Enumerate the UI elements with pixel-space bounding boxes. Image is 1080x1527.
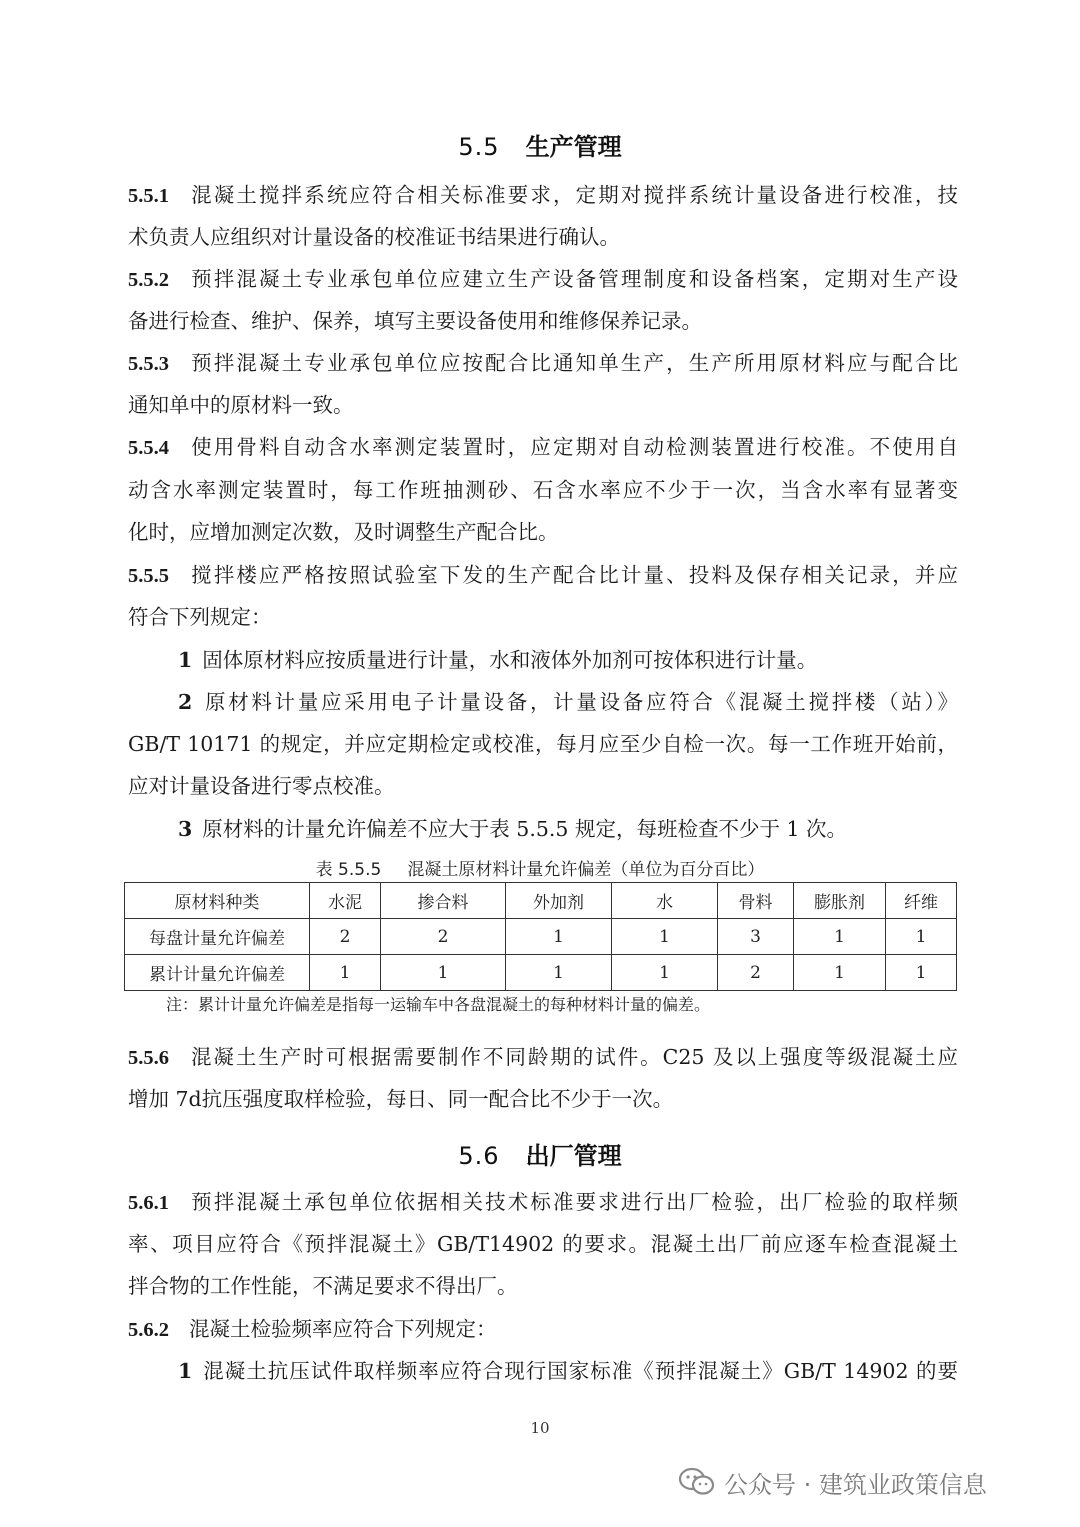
section-heading-5-6 bbox=[0, 1140, 1080, 1172]
section-heading-5-5 bbox=[0, 131, 1080, 163]
item-number: 1 bbox=[178, 648, 193, 672]
clause-number: 5.5.6 bbox=[128, 1047, 169, 1069]
clause-5-6-2 bbox=[128, 1314, 958, 1345]
item-5-5-5-1 bbox=[178, 645, 958, 675]
clause-5-5-2-line-2: 备进行检查、维护、保养，填写主要设备使用和维修保养记录。 bbox=[128, 309, 702, 333]
table-cell: 每盘计量允许偏差 bbox=[125, 919, 310, 955]
clause-5-5-1-line-1 bbox=[128, 180, 958, 211]
table-note: 注：累计计量允许偏差是指每一运输车中各盘混凝土的每种材料计量的偏差。 bbox=[166, 995, 711, 1014]
clause-text: 预拌混凝土专业承包单位应按配合比通知单生产，生产所用原材料应与配合比 bbox=[189, 351, 958, 375]
item-number: 3 bbox=[178, 817, 193, 841]
table-header-cell: 外加剂 bbox=[506, 883, 612, 919]
table-header-cell: 掺合料 bbox=[381, 883, 506, 919]
table-cell: 3 bbox=[718, 919, 794, 955]
table-cell: 1 bbox=[612, 955, 718, 991]
section-number: 5.6 bbox=[458, 1142, 500, 1170]
table-cell: 2 bbox=[718, 955, 794, 991]
clause-5-5-4-line-1 bbox=[128, 432, 958, 463]
clause-number: 5.5.4 bbox=[128, 437, 169, 459]
section-title: 生产管理 bbox=[525, 133, 622, 161]
clause-number: 5.5.1 bbox=[128, 185, 169, 207]
clause-text: 使用骨料自动含水率测定装置时，应定期对自动检测装置进行校准。不使用自 bbox=[189, 435, 958, 459]
clause-5-5-6-line-2: 增加 7d抗压强度取样检验，每日、同一配合比不少于一次。 bbox=[128, 1087, 674, 1111]
tolerance-table bbox=[124, 882, 957, 991]
item-5-5-5-2-line-3: 应对计量设备进行零点校准。 bbox=[128, 774, 395, 798]
item-5-5-5-2-line-2: GB/T 10171 的规定，并应定期检定或校准，每月应至少自检一次。每一工作班开始前， bbox=[128, 732, 958, 756]
clause-5-5-2-line-1 bbox=[128, 264, 958, 295]
clause-text: 预拌混凝土承包单位依据相关技术标准要求进行出厂检验，出厂检验的取样频 bbox=[189, 1190, 958, 1214]
table-header-cell: 水泥 bbox=[310, 883, 381, 919]
clause-5-6-1-line-1 bbox=[128, 1187, 958, 1218]
watermark-text: 公众号 · 建筑业政策信息 bbox=[724, 1470, 987, 1499]
table-cell: 1 bbox=[886, 919, 957, 955]
clause-5-5-3-line-1 bbox=[128, 348, 958, 379]
clause-5-6-1-line-2: 率、项目应符合《预拌混凝土》GB/T14902 的要求。混凝土出厂前应逐车检查混凝土 bbox=[128, 1232, 958, 1256]
table-header-cell: 原材料种类 bbox=[125, 883, 310, 919]
section-title: 出厂管理 bbox=[525, 1142, 622, 1170]
table-row bbox=[125, 919, 957, 955]
clause-number: 5.5.5 bbox=[128, 565, 169, 587]
page-number: 10 bbox=[530, 1419, 550, 1437]
table-row bbox=[125, 955, 957, 991]
table-header-cell: 骨料 bbox=[718, 883, 794, 919]
clause-5-5-5-line-2: 符合下列规定： bbox=[128, 605, 272, 629]
table-cell: 1 bbox=[886, 955, 957, 991]
section-number: 5.5 bbox=[458, 133, 500, 161]
item-5-5-5-2-line-1 bbox=[178, 687, 958, 717]
clause-text: 混凝土搅拌系统应符合相关标准要求，定期对搅拌系统计量设备进行校准，技 bbox=[189, 183, 958, 207]
table-cell: 累计计量允许偏差 bbox=[125, 955, 310, 991]
item-5-6-2-1 bbox=[178, 1356, 958, 1386]
table-cell: 1 bbox=[506, 955, 612, 991]
clause-text: 混凝土生产时可根据需要制作不同龄期的试件。C25 及以上强度等级混凝土应 bbox=[189, 1045, 958, 1069]
table-header-cell: 膨胀剂 bbox=[794, 883, 886, 919]
clause-number: 5.5.2 bbox=[128, 269, 169, 291]
table-cell: 2 bbox=[381, 919, 506, 955]
clause-5-5-4-line-2: 动含水率测定装置时，每工作班抽测砂、石含水率应不少于一次，当含水率有显著变 bbox=[128, 478, 958, 502]
wechat-icon bbox=[678, 1466, 716, 1498]
item-number: 1 bbox=[178, 1359, 193, 1383]
table-header-cell: 纤维 bbox=[886, 883, 957, 919]
table-cell: 1 bbox=[310, 955, 381, 991]
clause-5-5-4-line-3: 化时，应增加测定次数，及时调整生产配合比。 bbox=[128, 520, 559, 544]
item-text: 原材料的计量允许偏差不应大于表 5.5.5 规定，每班检查不少于 1 次。 bbox=[202, 817, 848, 841]
item-text: 原材料计量应采用电子计量设备，计量设备应符合《混凝土搅拌楼（站）》 bbox=[202, 690, 958, 714]
item-text: 混凝土抗压试件取样频率应符合现行国家标准《预拌混凝土》GB/T 14902 的要 bbox=[202, 1359, 958, 1383]
item-text: 固体原材料应按质量进行计量，水和液体外加剂可按体积进行计量。 bbox=[202, 648, 818, 672]
table-cell: 1 bbox=[794, 919, 886, 955]
clause-number: 5.6.1 bbox=[128, 1192, 169, 1214]
clause-text: 混凝土检验频率应符合下列规定： bbox=[189, 1317, 497, 1341]
watermark bbox=[678, 1462, 987, 1502]
clause-5-5-5-line-1 bbox=[128, 560, 958, 591]
table-caption bbox=[124, 858, 956, 882]
table-header-cell: 水 bbox=[612, 883, 718, 919]
clause-text: 预拌混凝土专业承包单位应建立生产设备管理制度和设备档案，定期对生产设 bbox=[189, 267, 958, 291]
table-caption-label: 表 5.5.5 bbox=[315, 860, 382, 880]
table-cell: 2 bbox=[310, 919, 381, 955]
clause-number: 5.6.2 bbox=[128, 1319, 169, 1341]
item-5-5-5-3 bbox=[178, 814, 958, 844]
clause-number: 5.5.3 bbox=[128, 353, 169, 375]
item-number: 2 bbox=[178, 690, 193, 714]
clause-5-5-3-line-2: 通知单中的原材料一致。 bbox=[128, 393, 354, 417]
clause-5-5-6-line-1 bbox=[128, 1042, 958, 1073]
table-cell: 1 bbox=[381, 955, 506, 991]
table-header-row bbox=[125, 883, 957, 919]
table-cell: 1 bbox=[506, 919, 612, 955]
table-cell: 1 bbox=[612, 919, 718, 955]
table-cell: 1 bbox=[794, 955, 886, 991]
clause-5-6-1-line-3: 拌合物的工作性能，不满足要求不得出厂。 bbox=[128, 1274, 518, 1298]
clause-5-5-1-line-2: 术负责人应组织对计量设备的校准证书结果进行确认。 bbox=[128, 225, 620, 249]
clause-text: 搅拌楼应严格按照试验室下发的生产配合比计量、投料及保存相关记录，并应 bbox=[189, 563, 958, 587]
table-caption-title: 混凝土原材料计量允许偏差（单位为百分百比） bbox=[407, 860, 765, 880]
